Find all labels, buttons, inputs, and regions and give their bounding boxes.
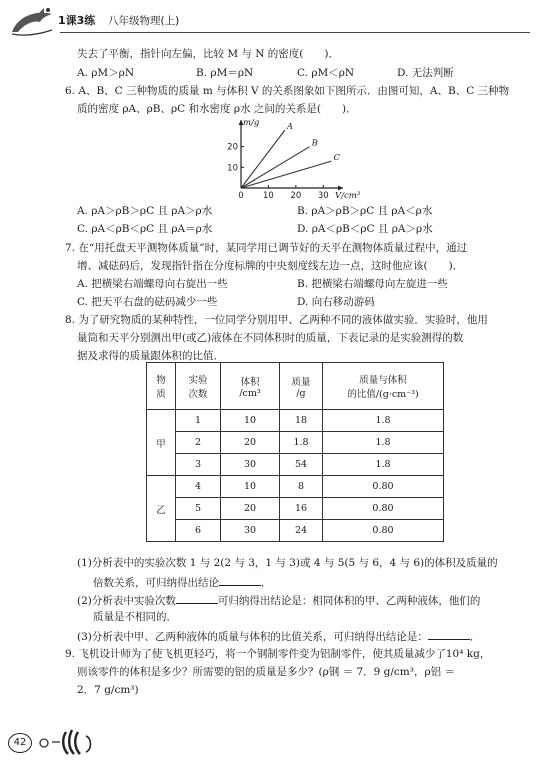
table-cell: 6 [176, 520, 221, 542]
table-cell: 16 [280, 498, 323, 520]
page-number: 42 [8, 733, 32, 753]
table-row [147, 410, 444, 432]
x-tick-label: 20 [290, 191, 302, 201]
table-cell: 8 [280, 476, 323, 498]
header-title: 八年级物理(上) [108, 15, 180, 27]
q6-line-2: 质的密度 ρA、ρB、ρC 和水密度 ρ水 之间的关系是( )． [77, 103, 357, 115]
table-cell: 30 [221, 520, 280, 542]
q8-line-3: 据及求得的质量跟体积的比值． [77, 350, 224, 362]
q5-option-d: D. 无法判断 [397, 67, 454, 79]
q7-line-1: 7. 在“用托盘天平测物体质量”时，某同学用已调节好的天平在测物体质量过程中，通过 [65, 242, 468, 254]
header-rule [60, 32, 530, 33]
answer-blank-3[interactable] [428, 628, 470, 640]
table-cell: 1.8 [323, 410, 444, 432]
table-cell: 4 [176, 476, 221, 498]
table-cell: 2 [176, 432, 221, 454]
q9-line-3: 2．7 g/cm³) [77, 684, 139, 696]
q9-line-1: 9. 飞机设计师为了使飞机更轻巧，将一个钢制零件变为铝制零件，使其质量减少了10⁴ kg， [65, 648, 491, 660]
y-tick-label: 10 [227, 163, 238, 174]
x-axis-label: V/cm³ [335, 191, 361, 201]
table-cell: 1.8 [323, 454, 444, 476]
q5-option-c: C. ρM＜ρN [297, 67, 355, 79]
answer-blank-1[interactable] [219, 574, 261, 586]
q8-line-2: 量筒和天平分别测出甲(或乙)液体在不同体积时的质量，下表记录的是实验测得的数 [77, 332, 464, 344]
series-label-a: A [286, 122, 294, 133]
table-cell: 0.80 [323, 498, 444, 520]
table-cell: 20 [221, 498, 280, 520]
series-label-b: B [311, 138, 318, 149]
q7-line-2: 增、减砝码后，发现指针指在分度标牌的中央刻度线左边一点，这时他应该( )． [77, 260, 464, 272]
table-row [147, 520, 444, 542]
header-trial: 实验 次数 [176, 363, 221, 410]
q7-option-b: B. 把横梁右端螺母向左旋进一些 [297, 278, 448, 290]
q6-option-b: B. ρA＞ρB＞ρC 且 ρA＜ρ水 [297, 205, 433, 217]
table-cell: 1.8 [323, 432, 444, 454]
series-label-c: C [333, 153, 341, 164]
table-cell: 10 [221, 410, 280, 432]
q6-option-a: A. ρA＞ρB＞ρC 且 ρA＞ρ水 [77, 205, 213, 217]
header-ratio: 质量与体积 的比值/(g·cm⁻³) [323, 363, 444, 410]
x-tick-label: 30 [317, 191, 329, 201]
table-cell: 10 [221, 476, 280, 498]
table-cell: 20 [221, 432, 280, 454]
experiment-table [146, 362, 444, 542]
q8-sub1-line-1: (1)分析表中的实验次数 1 与 2(2 与 3，1 与 3)或 4 与 5(5 与 6，4 与 6)的体积及质量的 [77, 557, 498, 569]
x-tick-label: 10 [263, 191, 274, 201]
q8-sub2-line-2: 质量是不相同的． [93, 611, 177, 623]
table-cell: 3 [176, 454, 221, 476]
table-header-row [147, 363, 444, 410]
table-cell: 0.80 [323, 476, 444, 498]
chart-series [241, 130, 332, 188]
y-axis-label: m/g [243, 118, 260, 128]
table-row [147, 476, 444, 498]
q7-option-c: C. 把天平右盘的砝码减少一些 [77, 296, 218, 308]
q6-option-d: D. ρA＜ρB＜ρC 且 ρA＞ρ水 [297, 223, 433, 235]
series-line-a [241, 130, 285, 188]
x-axis-arrow-icon [338, 186, 343, 191]
header-substance: 物 质 [147, 363, 176, 410]
series-line-b [241, 147, 310, 188]
table-cell: 18 [280, 410, 323, 432]
footer-logo-icon [36, 728, 104, 756]
q9-line-2: 则该零件的体积是多少？所需要的铝的质量是多少？(ρ钢 ＝ 7．9 g/cm³，ρ铝 ＝ [77, 666, 455, 678]
table-cell: 1 [176, 410, 221, 432]
q5-line: 失去了平衡，指针向左偏，比较 M 与 N 的密度( )． [77, 48, 339, 60]
q5-option-a: A. ρM＞ρN [77, 67, 135, 79]
table-row [147, 432, 444, 454]
q7-option-d: D. 向右移动游码 [297, 296, 375, 308]
table-cell: 5 [176, 498, 221, 520]
q7-option-a: A. 把横梁右端螺母向右旋出一些 [77, 278, 228, 290]
header-volume: 体积 /cm³ [221, 363, 280, 410]
table-cell: 30 [221, 454, 280, 476]
substance-cell: 乙 [147, 476, 176, 542]
table-row [147, 454, 444, 476]
mass-volume-chart [215, 118, 361, 201]
brand-label: 1课3练 [58, 14, 96, 27]
q8-sub1-line-2: 倍数关系，可归纳得出结论 ． [93, 574, 272, 590]
q5-option-b: B. ρM＝ρN [196, 67, 254, 79]
header-mass: 质量 /g [280, 363, 323, 410]
table-cell: 54 [280, 454, 323, 476]
series-line-c [241, 161, 332, 188]
q8-line-1: 8. 为了研究物质的某种特性，一位同学分别用甲、乙两种不同的液体做实验．实验时，他用 [65, 314, 488, 326]
answer-blank-2[interactable] [176, 592, 218, 604]
table-row [147, 498, 444, 520]
substance-cell: 甲 [147, 410, 176, 476]
q6-line-1: 6. A、B、C 三种物质的质量 m 与体积 V 的关系图象如下图所示．由图可知，A、B、C 三种物 [65, 85, 510, 97]
table-cell: 0.80 [323, 520, 444, 542]
y-tick-label: 20 [227, 142, 238, 153]
x-tick-label: 0 [238, 191, 244, 201]
q6-option-c: C. ρA＜ρB＜ρC 且 ρA＝ρ水 [77, 223, 213, 235]
q8-sub3-line: (3)分析表中甲、乙两种液体的质量与体积的比值关系，可归纳得出结论是： ． [77, 628, 480, 644]
q8-sub2-line-1: (2)分析表中实验次数 可归纳得出结论是：相同体积的甲、乙两种液体，他们的 [77, 592, 480, 608]
table-cell: 1.8 [280, 432, 323, 454]
dolphin-logo-icon [8, 6, 58, 40]
table-cell: 24 [280, 520, 323, 542]
